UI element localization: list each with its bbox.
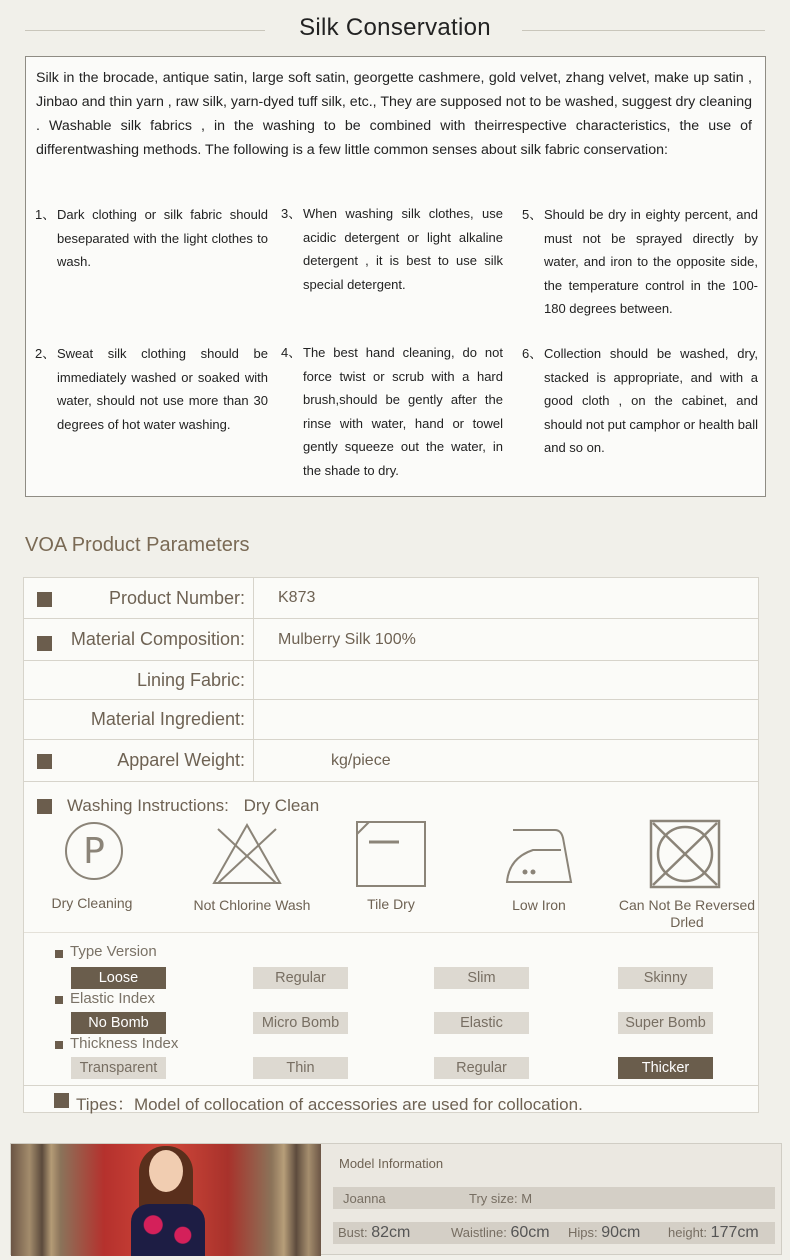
model-bar-name	[333, 1187, 775, 1209]
option-thicker[interactable]: Thicker	[618, 1057, 713, 1079]
waist-label: Waistline:	[451, 1225, 507, 1240]
tip-5	[522, 203, 758, 321]
tile-dry-icon	[355, 820, 427, 888]
conservation-box	[25, 56, 766, 497]
type-version-label: Type Version	[70, 943, 157, 960]
tip-text: Dark clothing or silk fabric should beseparated with the light clothes to wash.	[57, 207, 268, 269]
thickness-index-label: Thickness Index	[70, 1035, 179, 1052]
param-label: Product Number:	[24, 578, 254, 618]
no-chlorine-icon	[210, 821, 284, 887]
param-row-product-number	[24, 578, 758, 619]
param-row-material-composition	[24, 619, 758, 661]
bullet-square	[55, 950, 63, 958]
tip-number: 4、	[281, 345, 302, 360]
tip-number: 1、	[35, 207, 56, 222]
tip-text: The best hand cleaning, do not force twist or scrub with a hard brush,should be gently after the rinse with water, hand or towel gently squeeze out the water, in the shade to dry.	[303, 345, 503, 478]
tips-text: Tipes：Model of collocation of accessories are used for collocation.	[76, 1095, 583, 1114]
tip-number: 3、	[281, 206, 302, 221]
bullet-square	[55, 996, 63, 1004]
washing-label: Washing Instructions:	[67, 796, 229, 815]
waist-value: 60cm	[510, 1224, 550, 1241]
height-label: height:	[668, 1225, 708, 1240]
param-value: Mulberry Silk 100%	[278, 630, 416, 648]
option-loose[interactable]: Loose	[71, 967, 166, 989]
tip-text: Sweat silk clothing should be immediately washed or soaked with water, should not use more than 30 degrees of hot water washing.	[57, 346, 268, 432]
param-label: Material Composition:	[24, 619, 254, 660]
model-face	[149, 1150, 183, 1192]
param-row-lining-fabric	[24, 661, 758, 700]
option-micro-bomb[interactable]: Micro Bomb	[253, 1012, 348, 1034]
conservation-intro: Silk in the brocade, antique satin, large soft satin, georgette cashmere, gold velvet, zhang velvet, make up satin , Jinbao and thin yarn , raw silk, yarn-dyed tuff silk, etc., They are supposed not to be washed, suggest dry cleaning . Washable silk fabrics , in the washing to be combined with theirrespective characteristics, the use of differentwashing methods. The following is a few little common senses about silk fabric conservation:	[36, 70, 752, 158]
option-skinny[interactable]: Skinny	[618, 967, 713, 989]
tip-number: 2、	[35, 346, 56, 361]
model-photo	[11, 1144, 321, 1256]
option-slim[interactable]: Slim	[434, 967, 529, 989]
tip-text: When washing silk clothes, use acidic detergent or light alkaline detergent , it is best to use silk special detergent.	[303, 206, 503, 292]
icon-label: Dry Cleaning	[51, 895, 133, 911]
hips-value: 90cm	[601, 1224, 641, 1241]
option-transparent[interactable]: Transparent	[71, 1057, 166, 1079]
tip-4	[281, 341, 503, 482]
page-title: Silk Conservation	[299, 14, 491, 41]
tip-6	[522, 342, 758, 460]
icon-label: Not Chlorine Wash	[193, 897, 311, 913]
bust-value: 82cm	[371, 1224, 411, 1241]
param-value: kg/piece	[331, 751, 391, 769]
tips-divider	[24, 1085, 758, 1086]
model-bust	[338, 1224, 410, 1242]
hips-label: Hips:	[568, 1225, 598, 1240]
model-info-title: Model Information	[339, 1156, 444, 1171]
model-try-size	[469, 1191, 532, 1206]
tip-number: 5、	[522, 207, 543, 222]
bullet-square	[55, 1041, 63, 1049]
tip-text: Should be dry in eighty percent, and must not be sprayed directly by water, and iron to the opposite side, the temperature control in the 100-180 degrees between.	[544, 207, 758, 316]
param-value: K873	[278, 589, 316, 606]
param-row-apparel-weight	[24, 740, 758, 782]
washing-value: Dry Clean	[243, 796, 320, 815]
option-regular-thickness[interactable]: Regular	[434, 1057, 529, 1079]
tip-1	[35, 203, 268, 274]
bullet-square	[37, 799, 52, 814]
option-thin[interactable]: Thin	[253, 1057, 348, 1079]
options-divider	[24, 932, 758, 933]
dry-cleaning-icon	[63, 820, 125, 882]
model-waist	[451, 1224, 550, 1242]
tip-3	[281, 202, 503, 296]
tip-number: 6、	[522, 346, 543, 361]
tip-2	[35, 342, 268, 436]
bullet-square	[54, 1093, 69, 1108]
param-row-material-ingredient	[24, 700, 758, 740]
dry-cleaning-glyph: P	[83, 831, 105, 872]
icon-label: Can Not Be Reversed Drled	[618, 897, 756, 930]
option-no-bomb[interactable]: No Bomb	[71, 1012, 166, 1034]
option-super-bomb[interactable]: Super Bomb	[618, 1012, 713, 1034]
model-height	[668, 1224, 759, 1242]
option-elastic[interactable]: Elastic	[434, 1012, 529, 1034]
param-label: Apparel Weight:	[24, 740, 254, 781]
param-label: Lining Fabric:	[24, 661, 254, 699]
tip-text: Collection should be washed, dry, stacked is appropriate, and with a good cloth , on the cabinet, and should not put camphor or health ball and so on.	[544, 346, 758, 455]
model-hips	[568, 1224, 640, 1242]
try-size-label: Try size:	[469, 1191, 518, 1206]
option-regular[interactable]: Regular	[253, 967, 348, 989]
model-dress	[131, 1204, 205, 1256]
elastic-index-label: Elastic Index	[70, 990, 156, 1007]
param-label: Material Ingredient:	[24, 700, 254, 739]
washing-instructions	[67, 796, 319, 816]
model-information	[10, 1143, 782, 1255]
params-table	[23, 577, 759, 1113]
try-size-value: M	[521, 1191, 533, 1206]
icon-label: Low Iron	[512, 897, 566, 913]
low-iron-icon	[503, 824, 575, 888]
params-section-title: VOA Product Parameters	[25, 534, 250, 556]
icon-label: Tile Dry	[367, 896, 415, 912]
no-tumble-dry-icon	[648, 818, 722, 890]
bust-label: Bust:	[338, 1225, 368, 1240]
height-value: 177cm	[710, 1224, 759, 1241]
model-name: Joanna	[343, 1191, 386, 1206]
